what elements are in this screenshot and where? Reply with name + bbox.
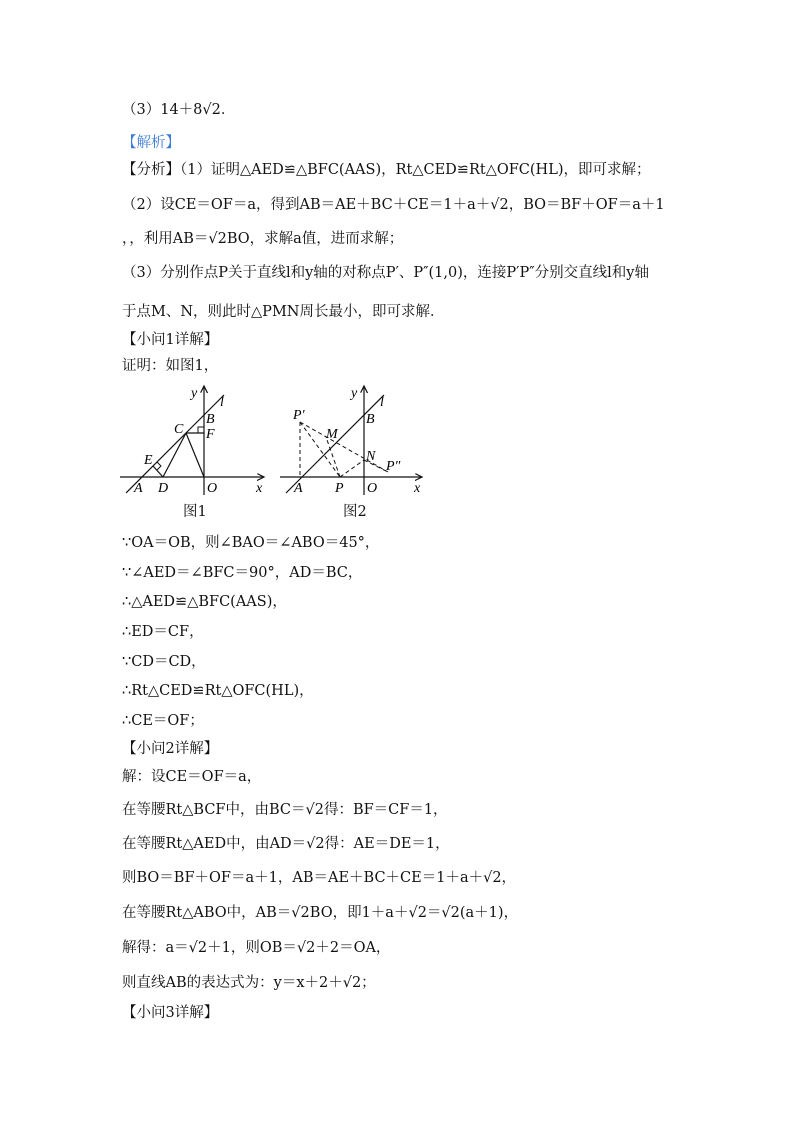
text-line: 证明：如图1， [122, 358, 219, 374]
fig2-label-p-double-prime: P″ [386, 459, 401, 474]
text-line: （2）设CE＝OF＝a，得到AB＝AE＋BC＋CE＝1＋a＋√2，BO＝BF＋OF＝a＋1 [122, 197, 665, 213]
fig1-label-d: D [158, 481, 169, 496]
text-line: 于点M、N，则此时△PMN周长最小，即可求解． [122, 304, 445, 320]
text-line: （3）14＋8√2． [122, 102, 236, 118]
fig1-label-o: O [207, 481, 218, 496]
fig2-label-p: P [335, 481, 344, 496]
text-line: 在等腰Rt△AED中，由AD＝√2得：AE＝DE＝1， [122, 836, 450, 852]
text-line: ∴CE＝OF； [122, 713, 204, 729]
figure-2-diagram [278, 380, 428, 500]
figure-1-diagram [118, 380, 270, 500]
text-line: ，，利用AB＝√2BO，求解a值，进而求解； [122, 231, 404, 247]
text-line: 【分析】（1）证明△AED≌△BFC(AAS)，Rt△CED≌Rt△OFC(HL)，即可求解； [122, 162, 651, 178]
fig2-label-y: y [351, 386, 358, 401]
fig1-label-x: x [256, 481, 263, 496]
text-line: ∵CD＝CD， [122, 654, 206, 670]
fig1-label-y: y [191, 386, 198, 401]
fig1-label-f: F [206, 427, 215, 442]
text-line: 【小问2详解】 [122, 741, 219, 757]
fig2-label-b: B [366, 412, 375, 427]
text-line: ∵OA＝OB，则∠BAO＝∠ABO＝45°， [122, 535, 380, 551]
text-line: （3）分别作点P关于直线l和y轴的对称点P′、P″(1,0)，连接P′P″分别交直线l和y轴 [122, 265, 649, 281]
fig1-label-a: A [134, 481, 143, 496]
fig2-label-m: M [326, 427, 338, 442]
fig2-label-l: l [380, 395, 384, 410]
fig1-label-e: E [144, 453, 153, 468]
figure-1-caption: 图1 [183, 504, 207, 520]
text-line: 则直线AB的表达式为：y＝x＋2＋√2； [122, 975, 376, 991]
text-line: ∴Rt△CED≌Rt△OFC(HL)， [122, 683, 314, 699]
text-line: ∵∠AED＝∠BFC＝90°，AD＝BC， [122, 565, 363, 581]
fig1-label-l: l [220, 395, 224, 410]
fig2-label-n: N [366, 449, 376, 464]
fig2-label-a: A [294, 481, 303, 496]
text-line: 【小问1详解】 [122, 332, 219, 348]
fig1-label-b: B [206, 412, 215, 427]
text-line: 则BO＝BF＋OF＝a＋1，AB＝AE＋BC＋CE＝1＋a＋√2， [122, 870, 517, 886]
text-line: 解得：a＝√2＋1，则OB＝√2＋2＝OA， [122, 940, 391, 956]
fig2-label-x: x [414, 481, 421, 496]
fig1-label-c: C [174, 422, 184, 437]
text-line: ∴△AED≌△BFC(AAS)， [122, 594, 287, 610]
text-line: ∴ED＝CF， [122, 624, 204, 640]
fig2-label-p-prime: P′ [293, 408, 305, 423]
figure-2-caption: 图2 [343, 504, 367, 520]
fig2-label-o: O [367, 481, 378, 496]
text-line: 【小问3详解】 [122, 1005, 219, 1021]
text-line: 解：设CE＝OF＝a， [122, 769, 262, 785]
text-line: 在等腰Rt△ABO中，AB＝√2BO，即1＋a＋√2＝√2(a＋1)， [122, 905, 519, 921]
section-label-analysis: 【解析】 [122, 135, 180, 151]
text-line: 在等腰Rt△BCF中，由BC＝√2得：BF＝CF＝1， [122, 802, 448, 818]
